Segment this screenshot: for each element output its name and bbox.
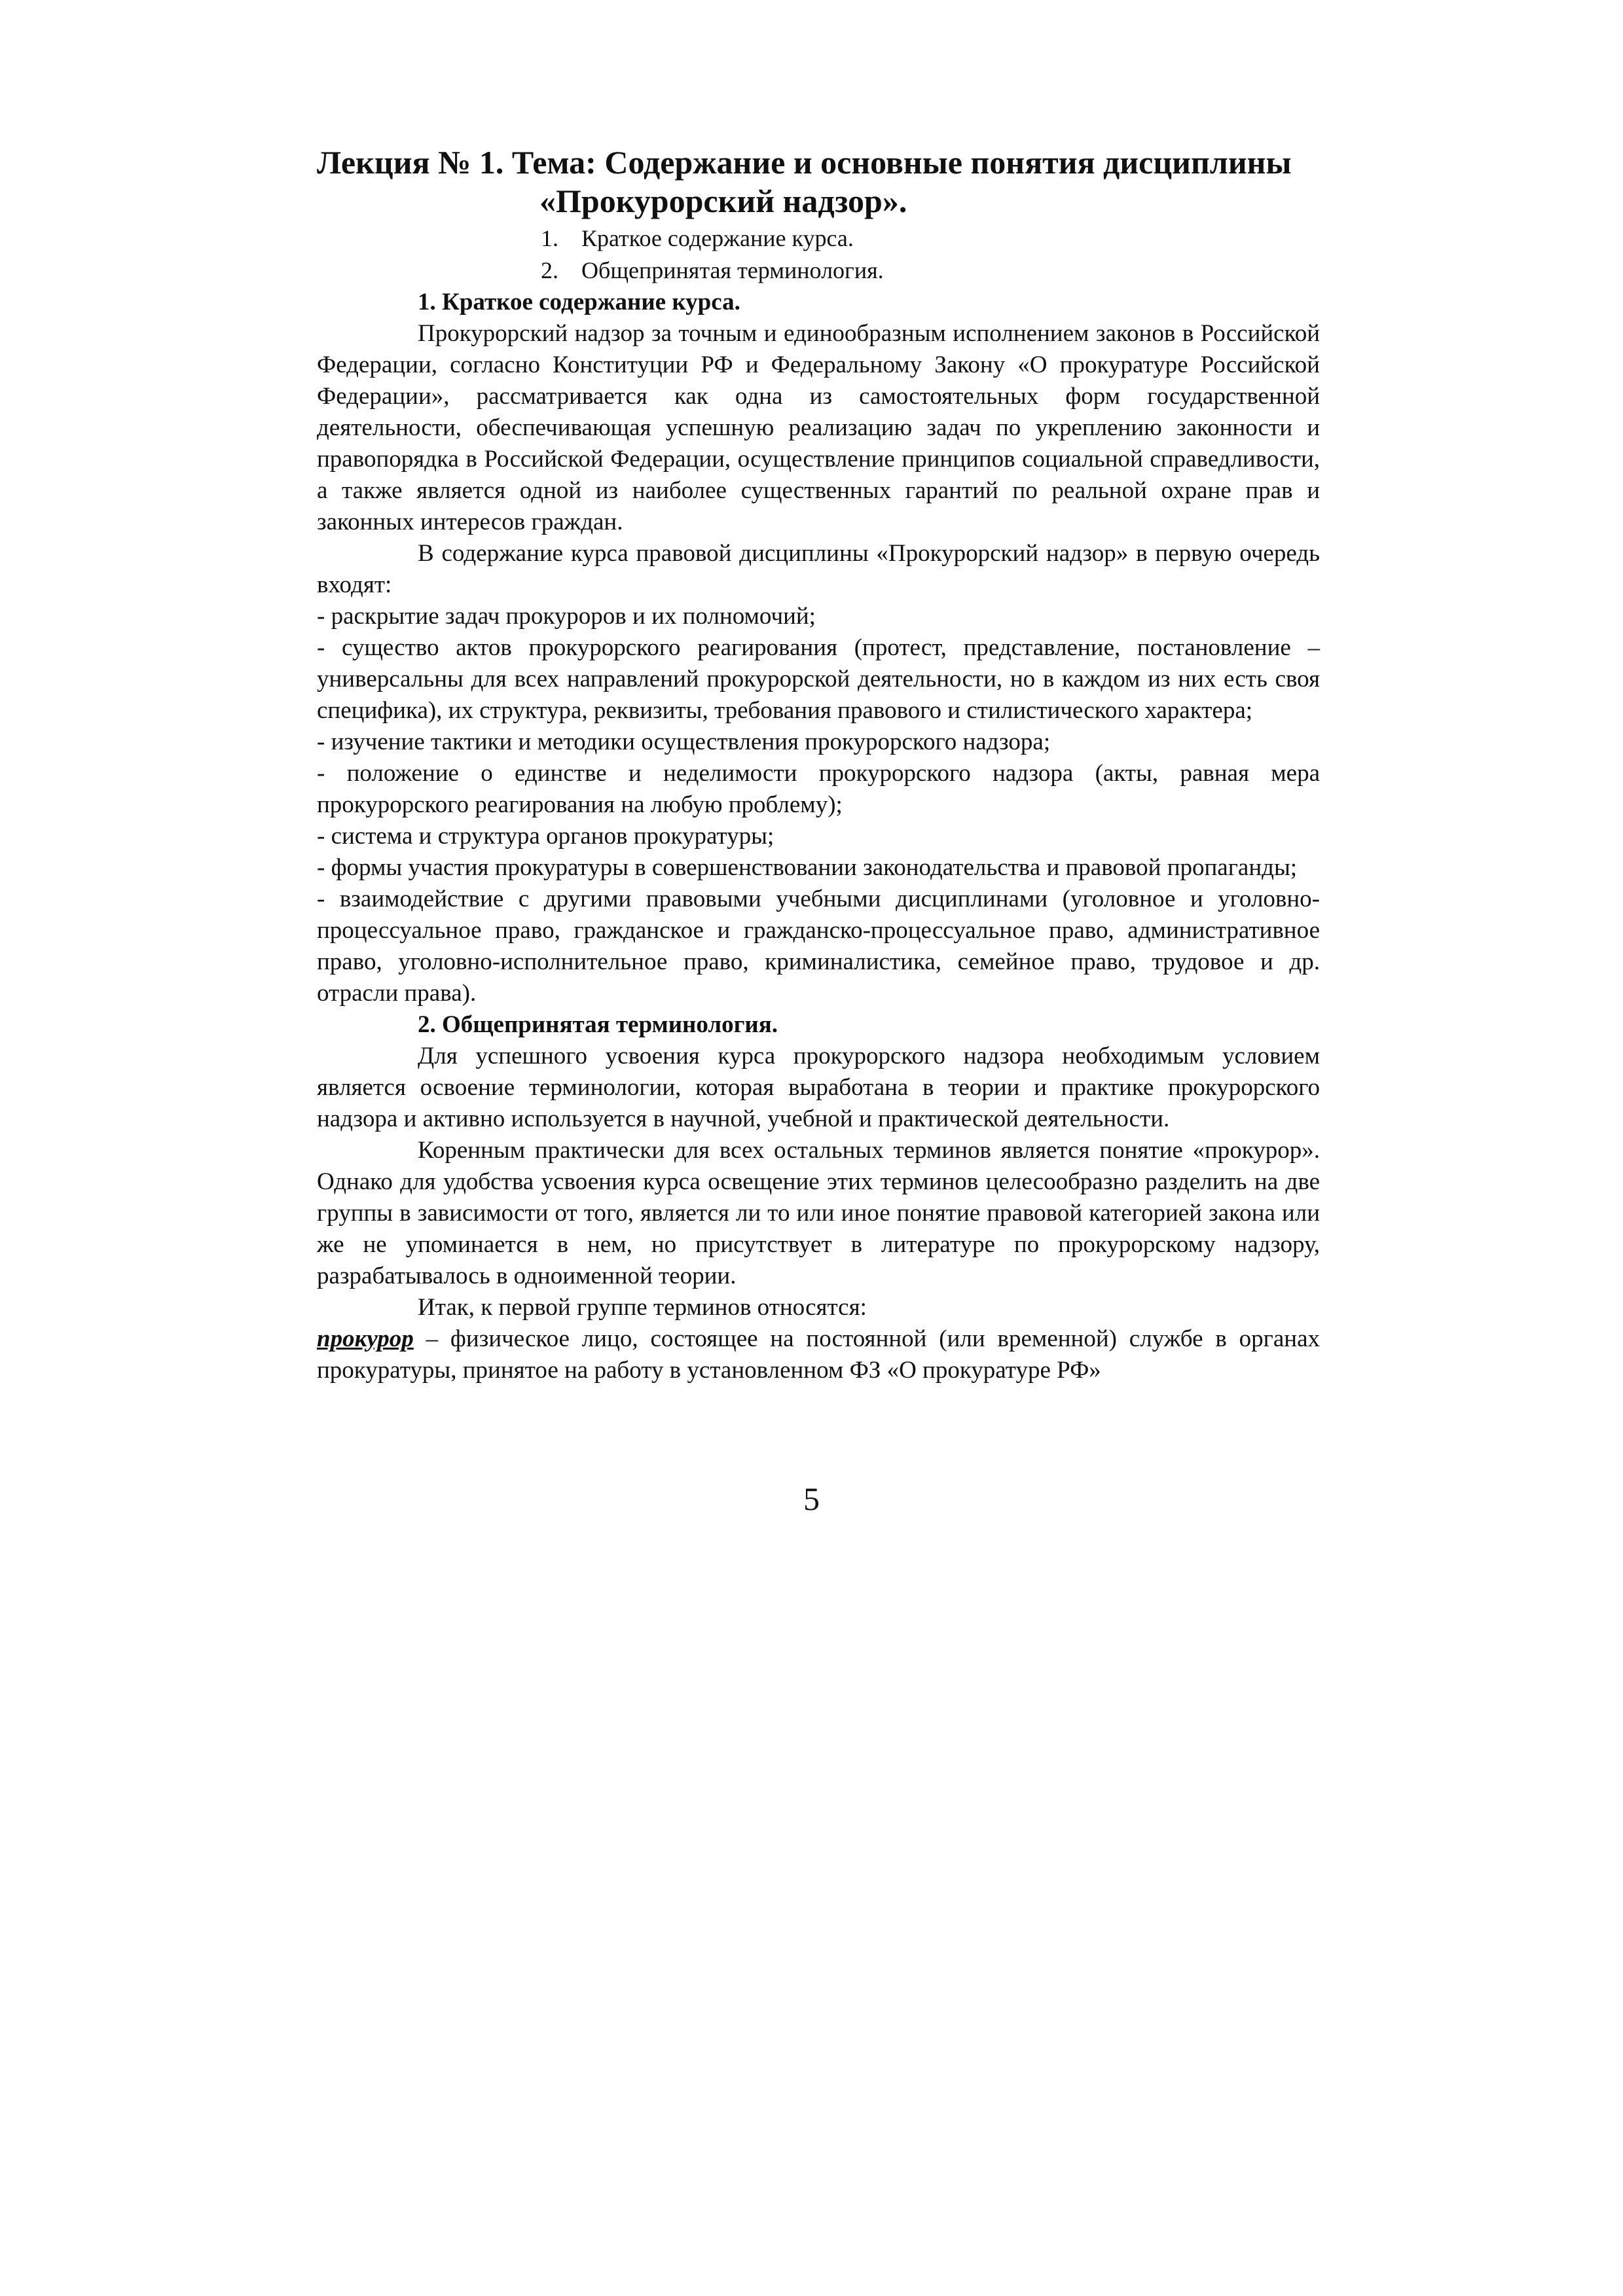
section-1-paragraph-1: Прокурорский надзор за точным и единообразным исполнением законов в Российской Федерации, согласно Конституции РФ и Федеральному Закону «О прокуратуре Российской Федерации», рассматривается как одна из самостоятельных форм государственной деятельности, обеспечивающая успешную реализацию задач по укреплению законности и правопорядка в Российской Федерации, осуществление принципов социальной справедливости, а также является одной из наиболее существенных гарантий по реальной охране прав и законных интересов граждан. bbox=[317, 320, 1320, 535]
page-number: 5 bbox=[803, 1480, 820, 1517]
section-1-paragraph-2: В содержание курса правовой дисциплины «Прокурорский надзор» в первую очередь входят: bbox=[317, 540, 1320, 598]
list-item: - система и структура органов прокуратуры; bbox=[317, 823, 775, 850]
list-item: - формы участия прокуратуры в совершенствовании законодательства и правовой пропаганды; bbox=[317, 854, 1298, 881]
term-definition bbox=[317, 1323, 1320, 1386]
section-2-paragraph-1: Для успешного усвоения курса прокурорского надзора необходимым условием является освоение терминологии, которая выработана в теории и практике прокурорского надзора и активно используется в научной, учебной и практической деятельности. bbox=[317, 1043, 1320, 1132]
term-definition-text: – физическое лицо, состоящее на постоянной (или временной) службе в органах прокуратуры, принятое на работу в установленном ФЗ «О прокуратуре РФ» bbox=[317, 1325, 1320, 1384]
list-item: - положение о единстве и неделимости прокурорского надзора (акты, равная мера прокурорского реагирования на любую проблему); bbox=[317, 760, 1320, 818]
term-word: прокурор bbox=[317, 1325, 414, 1352]
outline-item-number: 2. bbox=[541, 257, 558, 283]
list-item: - раскрытие задач прокуроров и их полномочий; bbox=[317, 603, 816, 630]
section-2-intro: Итак, к первой группе терминов относятся: bbox=[418, 1294, 867, 1321]
list-item: - существо актов прокурорского реагирования (протест, представление, постановление – универсальны для всех направлений прокурорской деятельности, но в каждом из них есть своя специфика), их структура, реквизиты, требования правового и стилистического характера; bbox=[317, 634, 1320, 724]
section-2-paragraph-2: Коренным практически для всех остальных терминов является понятие «прокурор». Однако для удобства усвоения курса освещение этих терминов целесообразно разделить на две группы в зависимости от того, является ли то или иное понятие правовой категорией закона или же не упоминается в нем, но присутствует в литературе по прокурорскому надзору, разрабатывалось в одноименной теории. bbox=[317, 1137, 1320, 1289]
lecture-title: Лекция № 1. Тема: Содержание и основные понятия дисциплины bbox=[317, 144, 1292, 181]
document-page bbox=[317, 143, 1320, 1386]
lecture-outline bbox=[317, 223, 1320, 287]
outline-item-label: Общепринятая терминология. bbox=[581, 257, 884, 283]
outline-item bbox=[539, 255, 1320, 287]
lecture-title-subject: «Прокурорский надзор». bbox=[539, 183, 907, 219]
outline-item bbox=[539, 223, 1320, 255]
outline-item-number: 1. bbox=[541, 225, 558, 251]
section-1-heading: 1. Краткое содержание курса. bbox=[418, 289, 740, 315]
section-2-heading: 2. Общепринятая терминология. bbox=[418, 1011, 778, 1038]
list-item: - изучение тактики и методики осуществления прокурорского надзора; bbox=[317, 728, 1051, 755]
list-item: - взаимодействие с другими правовыми учебными дисциплинами (уголовное и уголовно-процессуальное право, гражданское и гражданско-процессуальное право, административное право, уголовно-исполнительное право, криминалистика, семейное право, трудовое и др. отрасли права). bbox=[317, 886, 1320, 1007]
outline-item-label: Краткое содержание курса. bbox=[581, 225, 854, 251]
